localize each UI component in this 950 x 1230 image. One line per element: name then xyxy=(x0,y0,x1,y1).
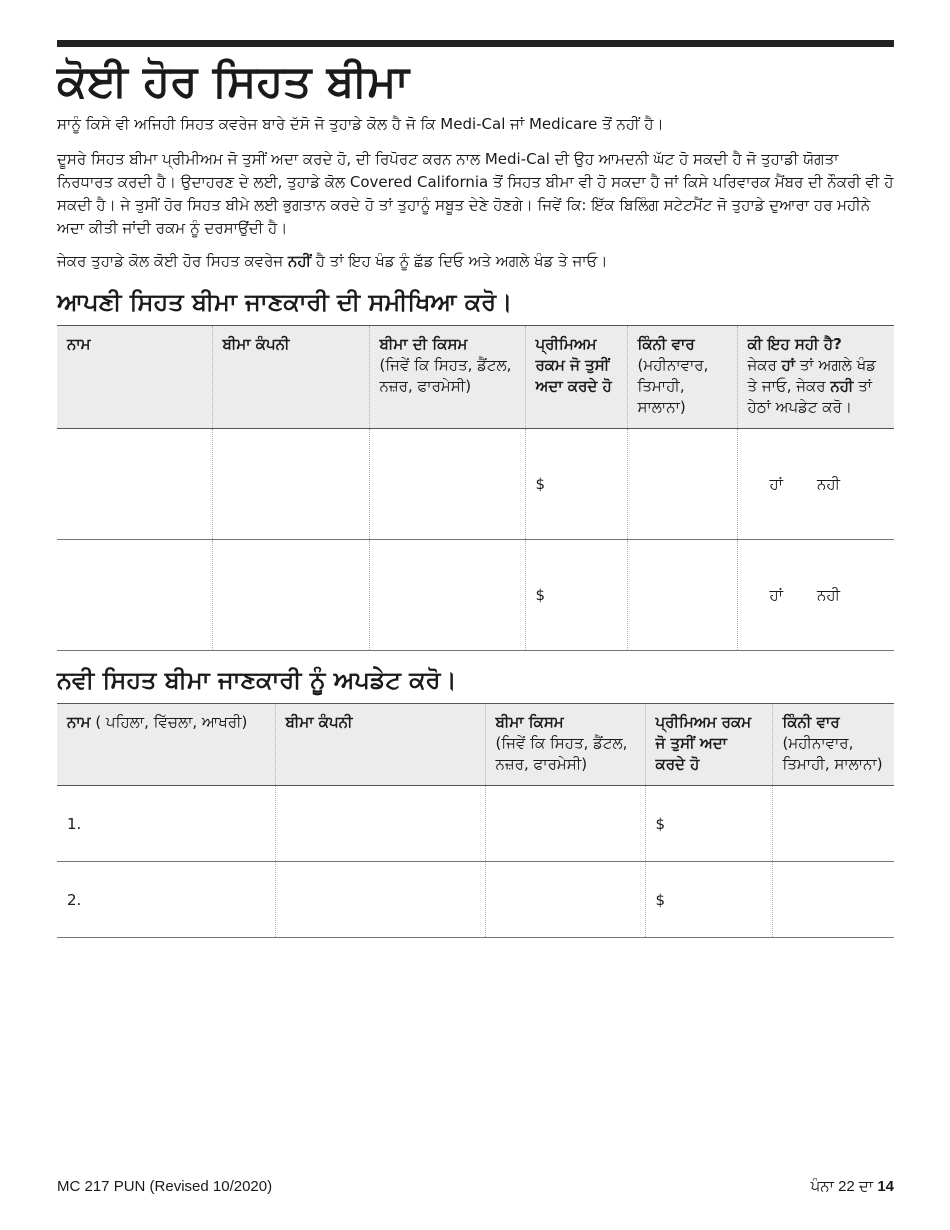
no-option[interactable]: ਨਹੀ xyxy=(816,586,841,605)
update-header-row xyxy=(57,704,894,786)
page-footer xyxy=(57,1178,894,1195)
col-type: ਬੀਮਾ ਕਿਸਮ (ਜਿਵੇਂ ਕਿ ਸਿਹਤ, ਡੈਂਟਲ, ਨਜ਼ਰ, ਫਾਰਮੇਸੀ) xyxy=(485,704,645,786)
page-number: ਪੰਨਾ 22 ਦਾ 14 xyxy=(810,1178,894,1195)
update-heading: ਨਵੀ ਸਿਹਤ ਬੀਮਾ ਜਾਣਕਾਰੀ ਨੂੰ ਅਪਡੇਟ ਕਰੋ। xyxy=(57,666,457,695)
col-correct: ਕੀ ਇਹ ਸਹੀ ਹੈ? ਜੇਕਰ ਹਾਂ ਤਾਂ ਅਗਲੇ ਖੰਡ ਤੇ ਜਾਓ, ਜੇਕਰ ਨਹੀ ਤਾਂ ਹੇਠਾਂ ਅਪਡੇਟ ਕਰੋ। xyxy=(737,326,894,429)
company-cell[interactable] xyxy=(275,862,485,938)
col-type: ਬੀਮਾ ਦੀ ਕਿਸਮ (ਜਿਵੇਂ ਕਿ ਸਿਹਤ, ਡੈਂਟਲ, ਨਜ਼ਰ, ਫਾਰਮੇਸੀ) xyxy=(369,326,525,429)
premium-cell[interactable]: $ xyxy=(525,540,627,651)
review-table xyxy=(57,325,894,651)
type-cell[interactable] xyxy=(485,862,645,938)
company-cell[interactable] xyxy=(275,786,485,862)
skip-note-before: ਜੇਕਰ ਤੁਹਾਡੇ ਕੋਲ ਕੋਈ ਹੋਰ ਸਿਹਤ ਕਵਰੇਜ xyxy=(57,252,288,271)
review-header-row xyxy=(57,326,894,429)
intro-text: ਸਾਨੂੰ ਕਿਸੇ ਵੀ ਅਜਿਹੀ ਸਿਹਤ ਕਵਰੇਜ ਬਾਰੇ ਦੱਸੋ ਜੋ ਤੁਹਾਡੇ ਕੋਲ ਹੈ ਜੋ ਕਿ Medi-Cal ਜਾਂ Medicare ਤੋਂ ਨਹੀਂ ਹੈ। xyxy=(57,115,664,134)
col-premium: ਪ੍ਰੀਮਿਅਮ ਰਕਮ ਜੋ ਤੁਸੀਂ ਅਦਾ ਕਰਦੇ ਹੋ xyxy=(645,704,772,786)
name-cell[interactable]: 1. xyxy=(57,786,275,862)
form-page xyxy=(57,40,894,938)
col-premium: ਪ੍ਰੀਮਿਅਮ ਰਕਮ ਜੋ ਤੁਸੀਂ ਅਦਾ ਕਰਦੇ ਹੋ xyxy=(525,326,627,429)
name-cell[interactable] xyxy=(57,429,212,540)
form-id: MC 217 PUN (Revised 10/2020) xyxy=(57,1178,273,1195)
update-table xyxy=(57,703,894,938)
update-row-2 xyxy=(57,862,894,938)
col-frequency: ਕਿੰਨੀ ਵਾਰ (ਮਹੀਨਾਵਾਰ, ਤਿਮਾਹੀ, ਸਾਲਾਨਾ) xyxy=(772,704,894,786)
type-cell[interactable] xyxy=(485,786,645,862)
frequency-cell[interactable] xyxy=(627,540,737,651)
yes-option[interactable]: ਹਾਂ xyxy=(769,586,783,605)
company-cell[interactable] xyxy=(212,429,369,540)
update-row-1 xyxy=(57,786,894,862)
premium-cell[interactable]: $ xyxy=(645,862,772,938)
col-name: ਨਾਮ xyxy=(57,326,212,429)
type-cell[interactable] xyxy=(369,540,525,651)
col-company: ਬੀਮਾ ਕੰਪਨੀ xyxy=(212,326,369,429)
company-cell[interactable] xyxy=(212,540,369,651)
review-row-2 xyxy=(57,540,894,651)
col-frequency: ਕਿੰਨੀ ਵਾਰ (ਮਹੀਨਾਵਾਰ, ਤਿਮਾਹੀ, ਸਾਲਾਨਾ) xyxy=(627,326,737,429)
name-cell[interactable]: 2. xyxy=(57,862,275,938)
correct-cell xyxy=(737,429,894,540)
review-heading: ਆਪਣੀ ਸਿਹਤ ਬੀਮਾ ਜਾਣਕਾਰੀ ਦੀ ਸਮੀਖਿਆ ਕਰੋ। xyxy=(57,288,513,317)
no-option[interactable]: ਨਹੀ xyxy=(816,475,841,494)
skip-note-bold: ਨਹੀਂ xyxy=(287,252,312,271)
review-row-1 xyxy=(57,429,894,540)
premium-cell[interactable]: $ xyxy=(525,429,627,540)
name-cell[interactable] xyxy=(57,540,212,651)
explanation-paragraph: ਦੂਸਰੇ ਸਿਹਤ ਬੀਮਾ ਪ੍ਰੀਮੀਅਮ ਜੋ ਤੁਸੀਂ ਅਦਾ ਕਰਦੇ ਹੋ, ਦੀ ਰਿਪੋਰਟ ਕਰਨ ਨਾਲ Medi-Cal ਦੀ ਉਹ ਆਮਦਨੀ ਘੱਟ ਹੋ ਸਕਦੀ ਹੈ ਜੋ ਤੁਹਾਡੀ ਯੋਗਤਾ ਨਿਰਧਾਰਤ ਕਰਦੀ ਹੈ। ਉਦਾਹਰਣ ਦੇ ਲਈ, ਤੁਹਾਡੇ ਕੋਲ Covered California ਤੋਂ ਸਿਹਤ ਬੀਮਾ ਵੀ ਹੋ ਸਕਦਾ ਹੈ ਜਾਂ ਕਿਸੇ ਪਰਿਵਾਰਕ ਮੈਂਬਰ ਦੀ ਨੌਕਰੀ ਵੀ ਹੋ ਸਕਦੀ ਹੈ। ਜੇ ਤੁਸੀਂ ਹੋਰ ਸਿਹਤ ਬੀਮੇ ਲਈ ਭੁਗਤਾਨ ਕਰਦੇ ਹੋ ਤਾਂ ਤੁਹਾਨੂੰ ਸਬੂਤ ਦੇਣੇ ਹੋਣਗੇ। ਜਿਵੇਂ ਕਿ: ਇੱਕ ਬਿਲਿੰਗ ਸਟੇਟਮੈਂਟ ਜੋ ਤੁਹਾਡੇ ਦੁਆਰਾ ਹਰ ਮਹੀਨੇ ਅਦਾ ਕੀਤੀ ਜਾਂਦੀ ਰਕਮ ਨੂੰ ਦਰਸਾਉਂਦੀ ਹੈ। xyxy=(57,150,894,238)
premium-cell[interactable]: $ xyxy=(645,786,772,862)
yes-option[interactable]: ਹਾਂ xyxy=(769,475,783,494)
page-title: ਕੋਈ ਹੋਰ ਸਿਹਤ ਬੀਮਾ xyxy=(57,56,409,107)
top-rule xyxy=(57,40,894,47)
col-name: ਨਾਮ ( ਪਹਿਲਾ, ਵਿੱਚਲਾ, ਆਖਰੀ) xyxy=(57,704,275,786)
skip-note-after: ਹੈ ਤਾਂ ਇਹ ਖੰਡ ਨੂੰ ਛੱਡ ਦਿਓ ਅਤੇ ਅਗਲੇ ਖੰਡ ਤੇ ਜਾਓ। xyxy=(311,252,608,271)
correct-cell xyxy=(737,540,894,651)
frequency-cell[interactable] xyxy=(772,862,894,938)
type-cell[interactable] xyxy=(369,429,525,540)
frequency-cell[interactable] xyxy=(627,429,737,540)
skip-note xyxy=(57,250,894,273)
frequency-cell[interactable] xyxy=(772,786,894,862)
col-company: ਬੀਮਾ ਕੰਪਨੀ xyxy=(275,704,485,786)
